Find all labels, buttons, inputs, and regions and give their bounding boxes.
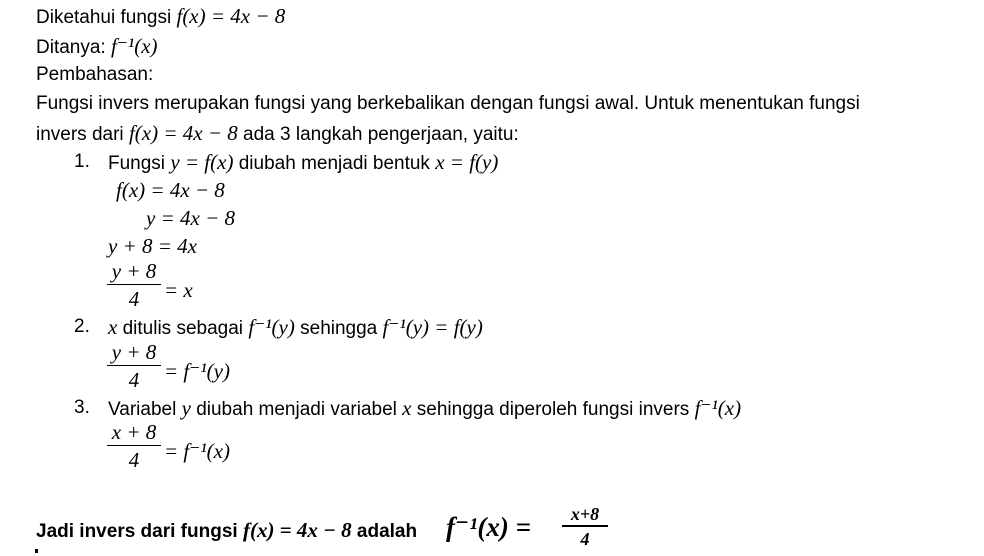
cursor-mark	[35, 549, 38, 553]
conclusion-text-b: adalah	[356, 521, 418, 542]
step-2-number: 2.	[74, 316, 90, 337]
intro-prefix: invers dari	[36, 124, 124, 145]
given-function: f(x) = 4x − 8	[176, 4, 286, 28]
step-3-math-c: f⁻¹(x)	[694, 396, 742, 420]
fraction-bar	[562, 525, 608, 527]
given-label: Diketahui fungsi	[36, 7, 172, 28]
step-2-text-a: ditulis sebagai	[122, 318, 244, 339]
step-2-fraction	[107, 341, 161, 391]
intro-function: f(x) = 4x − 8	[128, 121, 238, 145]
intro-line-1: Fungsi invers merupakan fungsi yang berkebalikan dengan fungsi awal. Untuk menentukan fungsi	[36, 93, 860, 114]
step-1-equation-3: y + 8 = 4x	[108, 234, 197, 258]
step-2-math-c: f⁻¹(y) = f(y)	[382, 315, 483, 339]
step-3-math-b: x	[402, 396, 412, 420]
intro-suffix: ada 3 langkah pengerjaan, yaitu:	[243, 124, 519, 145]
fraction-numerator: x+8	[570, 504, 600, 524]
fraction-denominator: 4	[128, 287, 140, 311]
intro-line-2	[36, 121, 519, 147]
step-3-text-a: Variabel	[108, 399, 177, 420]
step-1-text	[108, 150, 498, 176]
step-1-text-a: Fungsi	[108, 153, 166, 174]
conclusion-fraction	[562, 504, 608, 549]
step-3-text-c: sehingga diperoleh fungsi invers	[416, 399, 690, 420]
conclusion-math-a: f(x) = 4x − 8	[242, 518, 352, 542]
step-2-text-b: sehingga	[300, 318, 378, 339]
step-3-text	[108, 396, 741, 422]
asked-label: Ditanya:	[36, 37, 106, 58]
step-2-math-b: f⁻¹(y)	[248, 315, 295, 339]
step-1-equation-2: y = 4x − 8	[146, 206, 235, 230]
fraction-denominator: 4	[580, 529, 590, 549]
fraction-numerator: x + 8	[111, 420, 157, 444]
step-2-equation-rhs: = f⁻¹(y)	[164, 359, 230, 383]
fraction-denominator: 4	[128, 368, 140, 392]
step-1-number: 1.	[74, 151, 90, 172]
step-1-math-b: x = f(y)	[435, 150, 499, 174]
step-3-number: 3.	[74, 397, 90, 418]
step-1-equation-4-rhs: = x	[164, 278, 193, 302]
asked-line	[36, 34, 158, 60]
discussion-label: Pembahasan:	[36, 64, 154, 85]
fraction-bar	[107, 284, 161, 285]
conclusion-line	[36, 518, 417, 544]
step-1-fraction	[107, 260, 161, 310]
conclusion-inverse: f⁻¹(x) =	[446, 512, 531, 542]
asked-function: f⁻¹(x)	[110, 34, 158, 58]
step-2-math-a: x	[108, 315, 118, 339]
conclusion-text-a: Jadi invers dari fungsi	[36, 521, 238, 542]
fraction-numerator: y + 8	[111, 340, 157, 364]
step-1-text-b: diubah menjadi bentuk	[238, 153, 430, 174]
step-1-equation-1: f(x) = 4x − 8	[116, 178, 225, 202]
step-3-text-b: diubah menjadi variabel	[196, 399, 397, 420]
step-3-math-a: y	[181, 396, 191, 420]
fraction-numerator: y + 8	[111, 259, 157, 283]
step-3-fraction	[107, 421, 161, 471]
fraction-denominator: 4	[128, 448, 140, 472]
fraction-bar	[107, 445, 161, 446]
given-line	[36, 4, 285, 30]
step-1-math-a: y = f(x)	[170, 150, 234, 174]
step-3-equation-rhs: = f⁻¹(x)	[164, 439, 230, 463]
fraction-bar	[107, 365, 161, 366]
step-2-text	[108, 315, 483, 341]
